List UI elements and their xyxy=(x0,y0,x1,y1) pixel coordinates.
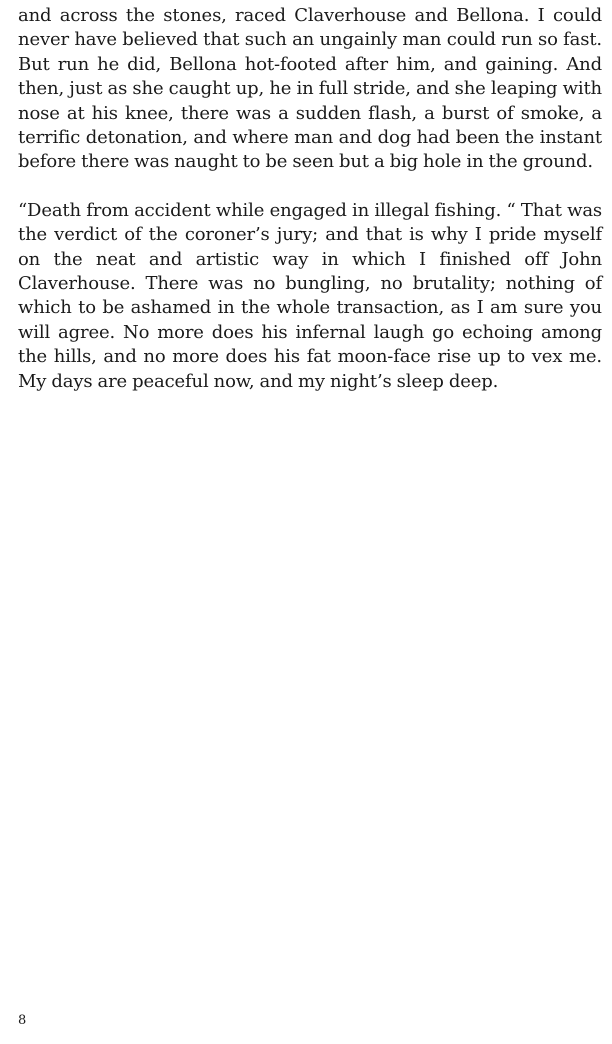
paragraph-2: “Death from accident while engaged in illegal fishing. “ That was the verdict of the coroner’s jury; and that is why I pride myself on the neat and artistic way in which I finished off John Claverhouse. There was no bungling, no brutality; nothing of which to be ashamed in the whole transaction, as I am sure you will agree. No more does his infernal laugh go echoing among the hills, and no more does his fat moon-face rise up to vex me. My days are peaceful now, and my night’s sleep deep. xyxy=(18,199,602,392)
page-number: 8 xyxy=(18,1013,27,1028)
page-body xyxy=(18,0,602,394)
paragraph-1: and across the stones, raced Claverhouse and Bellona. I could never have believed that such an ungainly man could run so fast. But run he did, Bellona hot-footed after him, and gaining. And then, just as she caught up, he in full stride, and she leaping with nose at his knee, there was a sudden flash, a burst of smoke, a terrific detonation, and where man and dog had been the instant before there was naught to be seen but a big hole in the ground. xyxy=(18,5,602,173)
